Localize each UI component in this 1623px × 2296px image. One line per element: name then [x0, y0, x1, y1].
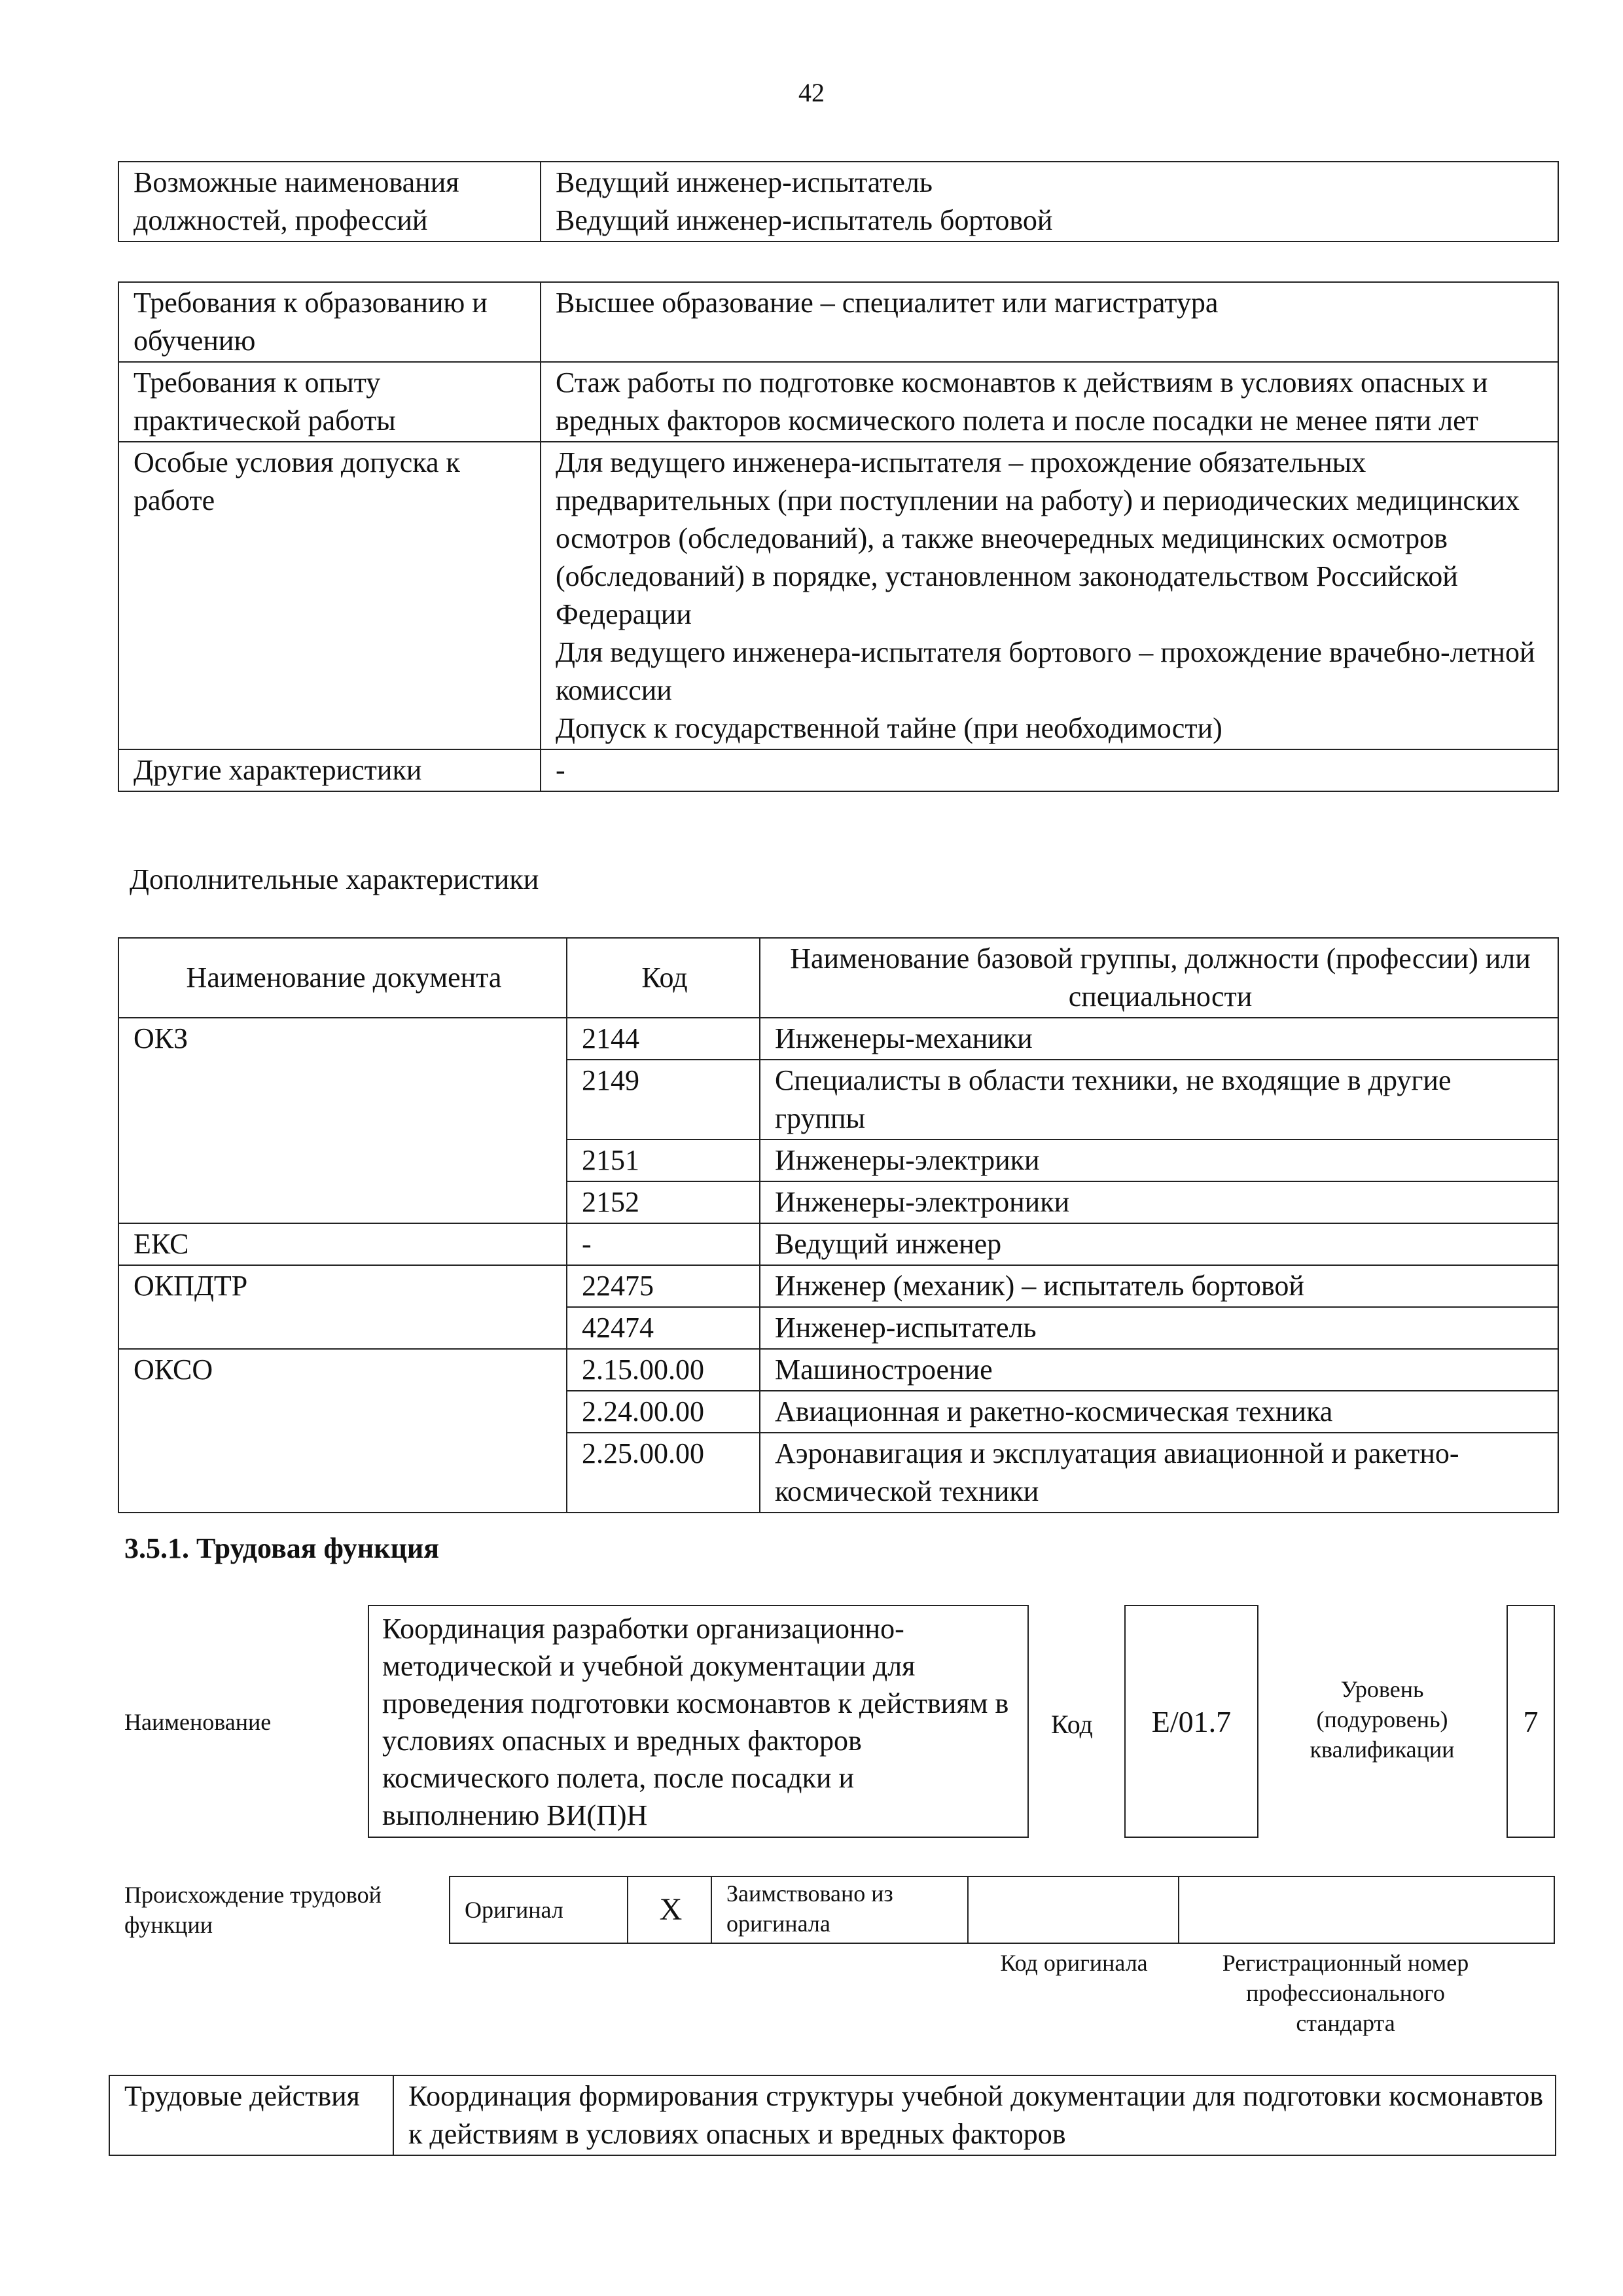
position-item: Ведущий инженер-испытатель бортовой: [556, 204, 1053, 236]
code-cell: 2151: [567, 1139, 760, 1181]
name-cell: Инженеры-механики: [760, 1018, 1558, 1060]
position-item: Ведущий инженер-испытатель: [556, 166, 933, 198]
requirement-label: Требования к образованию и обучению: [118, 282, 541, 362]
level-label: Уровень (подуровень) квалификации: [1310, 1676, 1455, 1763]
doc-name: ОКСО: [118, 1349, 567, 1513]
header-doc: Наименование документа: [118, 938, 567, 1018]
actions-label: Трудовые действия: [109, 2075, 393, 2155]
classifiers-header-row: [118, 938, 1558, 1018]
name-cell: Специалисты в области техники, не входящие в другие группы: [760, 1060, 1558, 1139]
header-name: Наименование базовой группы, должности (профессии) или специальности: [760, 938, 1558, 1018]
code-cell: 2.15.00.00: [567, 1349, 760, 1391]
requirement-row: [118, 749, 1558, 791]
name-cell: Аэронавигация и эксплуатация авиационной и ракетно-космической техники: [760, 1433, 1558, 1513]
code-label: Код: [1051, 1710, 1093, 1739]
function-name-label: Наименование: [124, 1709, 272, 1735]
classifiers-table: [118, 937, 1559, 1513]
code-cell: -: [567, 1223, 760, 1265]
requirement-value: -: [541, 749, 1558, 791]
requirement-row: [118, 442, 1558, 749]
code-value: E/01.7: [1151, 1704, 1232, 1738]
requirement-value: Высшее образование – специалитет или магистратура: [541, 282, 1558, 362]
reg-number-cell: [1179, 1876, 1554, 1943]
requirement-label: Особые условия допуска к работе: [118, 442, 541, 749]
name-cell: Инженер (механик) – испытатель бортовой: [760, 1265, 1558, 1307]
name-cell: Инженеры-электроники: [760, 1181, 1558, 1223]
requirement-row: [118, 362, 1558, 442]
actions-value: Координация формирования структуры учебной документации для подготовки космонавтов к действиям в условиях опасных и вредных факторов: [393, 2075, 1556, 2155]
requirement-label: Другие характеристики: [118, 749, 541, 791]
positions-values: [541, 162, 1558, 242]
positions-label: Возможные наименования должностей, профессий: [118, 162, 541, 242]
code-cell: 42474: [567, 1307, 760, 1349]
additional-title: Дополнительные характеристики: [130, 863, 539, 895]
name-cell: Ведущий инженер: [760, 1223, 1558, 1265]
code-box: [1124, 1605, 1258, 1838]
table-row: [118, 1349, 1558, 1391]
name-cell: Авиационная и ракетно-космическая техника: [760, 1391, 1558, 1433]
requirement-value: Стаж работы по подготовке космонавтов к действиям в условиях опасных и вредных факторов космического полета и после посадки не менее пяти лет: [541, 362, 1558, 442]
code-cell: 2144: [567, 1018, 760, 1060]
function-name-value: Координация разработки организационно-методической и учебной документации для проведения подготовки космонавтов к действиям в условиях опасных и вредных факторов космического полета, после посадки и выполнению ВИ(П)Н: [382, 1613, 1009, 1831]
requirement-label: Требования к опыту практической работы: [118, 362, 541, 442]
original-code-cell: [968, 1876, 1179, 1943]
header-code: Код: [567, 938, 760, 1018]
requirements-table: [118, 281, 1559, 792]
table-row: [118, 1018, 1558, 1060]
name-cell: Инженеры-электрики: [760, 1139, 1558, 1181]
doc-name: ЕКС: [118, 1223, 567, 1265]
code-cell: 2149: [567, 1060, 760, 1139]
page-number: 42: [798, 78, 825, 107]
code-cell: 2.24.00.00: [567, 1391, 760, 1433]
doc-name: ОКПДТР: [118, 1265, 567, 1349]
reg-number-label: Регистрационный номер профессионального стандарта: [1222, 1950, 1469, 2036]
function-heading: 3.5.1. Трудовая функция: [124, 1532, 440, 1564]
level-value: 7: [1523, 1704, 1539, 1738]
code-cell: 2.25.00.00: [567, 1433, 760, 1513]
code-original-label: Код оригинала: [1000, 1950, 1148, 1976]
table-row: [118, 1223, 1558, 1265]
code-cell: 22475: [567, 1265, 760, 1307]
requirement-value: Для ведущего инженера-испытателя – прохождение обязательных предварительных (при поступлении на работу) и периодических медицинских осмотров (обследований), а также внеочередных медицинских осмотров (обследований) в порядке, установленном законодательством Российской Федерации Для ведущего инженера-испытателя бортового – прохождение врачебно-летной комиссии Допуск к государственной тайне (при необходимости): [541, 442, 1558, 749]
code-cell: 2152: [567, 1181, 760, 1223]
actions-table: [109, 2075, 1556, 2156]
function-name-box: [368, 1605, 1029, 1838]
level-box: [1507, 1605, 1555, 1838]
name-cell: Инженер-испытатель: [760, 1307, 1558, 1349]
original-label: Оригинал: [450, 1876, 628, 1943]
origin-label: Происхождение трудовой функции: [124, 1882, 382, 1938]
positions-table: [118, 161, 1559, 242]
borrowed-label: Заимствовано из оригинала: [711, 1876, 968, 1943]
table-row: [118, 1265, 1558, 1307]
name-cell: Машиностроение: [760, 1349, 1558, 1391]
original-mark: X: [628, 1876, 711, 1943]
doc-name: ОКЗ: [118, 1018, 567, 1223]
origin-table: [449, 1876, 1555, 1944]
requirement-row: [118, 282, 1558, 362]
